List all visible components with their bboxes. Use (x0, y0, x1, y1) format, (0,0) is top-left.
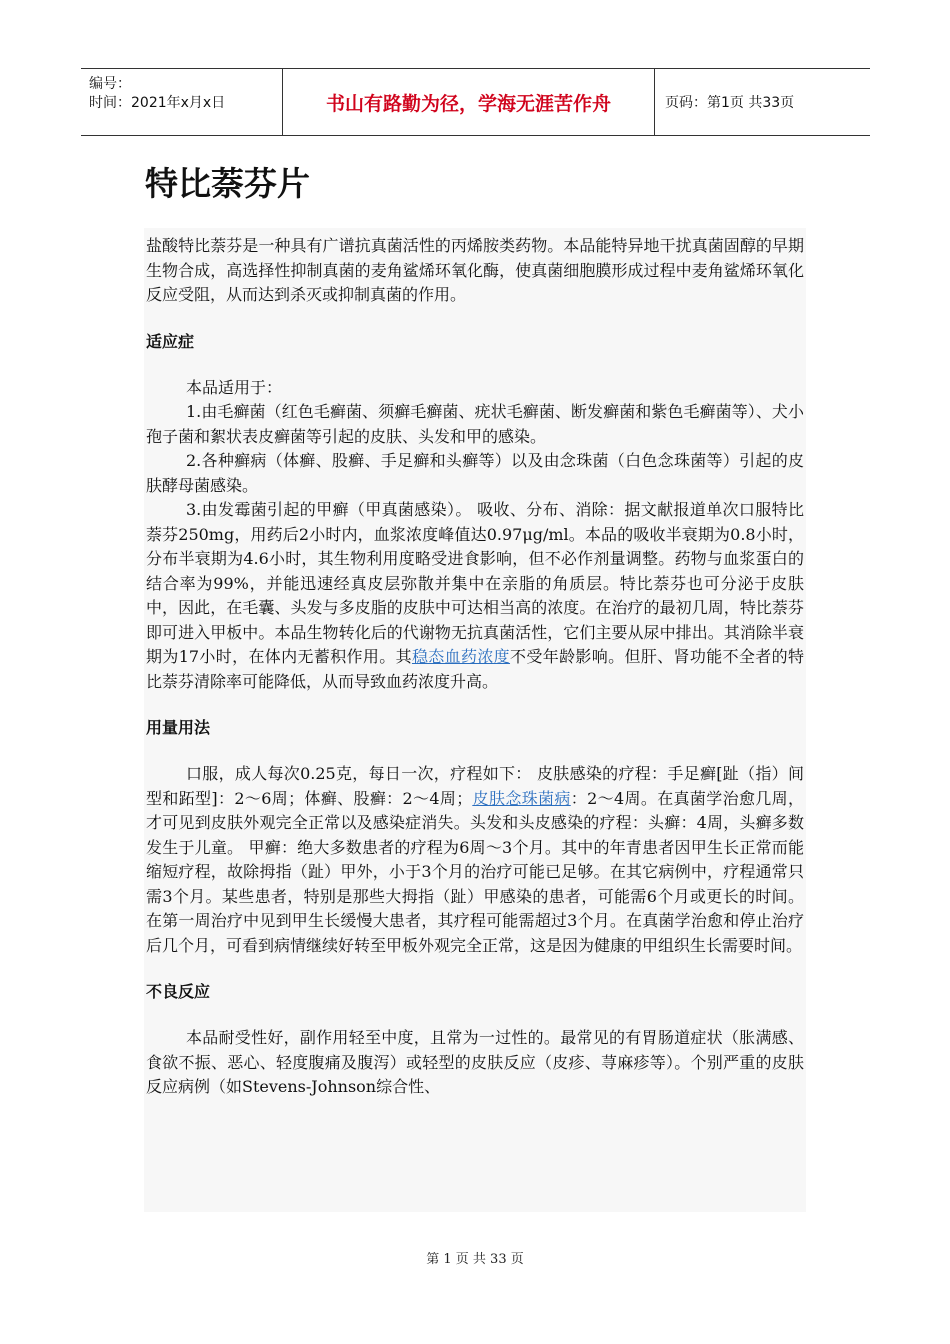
indications-paragraph-3: 2.各种癣病（体癣、股癣、手足癣和头癣等）以及由念珠菌（白色念珠菌等）引起的皮肤酵母菌感染。 (146, 451, 804, 495)
section-heading-adverse: 不良反应 (146, 982, 211, 1001)
indications-text-before-link: 3.由发霉菌引起的甲癣（甲真菌感染）。 吸收、分布、消除：据文献报道单次口服特比萘芬250mg，用药后2小时内，血浆浓度峰值达0.97μg/ml。本品的吸收半衰期为0.8小时，分布半衰期为4.6小时，其生物利用度略受进食影响，但不必作剂量调整。药物与血浆蛋白的结合率为99%，并能迅速经真皮层弥散并集中在亲脂的角质层。特比萘芬也可分泌于皮肤中，因此，在毛囊、头发与多皮脂的皮肤中可达相当高的浓度。在治疗的最初几周，特比萘芬即可进入甲板中。本品生物转化后的代谢物无抗真菌活性，它们主要从尿中排出。其消除半衰期为17小时，在体内无蓄积作用。其 (146, 500, 804, 666)
document-number: 编号： (89, 76, 131, 92)
dosage-text-after-link: ：2～4周。在真菌学治愈几周，才可见到皮肤外观完全正常以及感染症消失。头发和头皮感染的疗程：头癣：4周，头癣多数发生于儿童。 甲癣：绝大多数患者的疗程为6周～3个月。其中的年青患者因甲生长正常而能缩短疗程，故除拇指（趾）甲外，小于3个月的治疗可能已足够。在其它病例中，疗程通常只需3个月。某些患者，特别是那些大拇指（趾）甲感染的患者，可能需6个月或更长的时间。在第一周治疗中见到甲生长缓慢大患者，其疗程可能需超过3个月。在真菌学治愈和停止治疗后几个月，可看到病情继续好转至甲板外观完全正常，这是因为健康的甲组织生长需要时间。 (146, 788, 804, 955)
cutaneous-candidiasis-link[interactable]: 皮肤念珠菌病 (472, 788, 571, 808)
section-heading-dosage: 用量用法 (146, 718, 211, 737)
document-body (144, 228, 806, 1212)
dosage-text-before-link: 口服，成人每次0.25克，每日一次，疗程如下： 皮肤感染的疗程：手足癣[趾（指）间型和跖型]：2～6周；体癣、股癣：2～4周； (146, 764, 804, 808)
document-time: 时间：2021年x月x日 (89, 95, 226, 111)
indications-paragraph-1: 本品适用于： (186, 377, 283, 397)
indications-paragraph-2: 1.由毛癣菌（红色毛癣菌、须癣毛癣菌、疣状毛癣菌、断发癣菌和紫色毛癣菌等）、犬小孢子菌和絮状表皮癣菌等引起的皮肤、头发和甲的感染。 (146, 402, 804, 446)
header-page-info: 页码：第1页 共33页 (665, 95, 795, 111)
page-footer: 第 1 页 共 33 页 (426, 1252, 524, 1267)
header-motto: 书山有路勤为径，学海无涯苦作舟 (283, 69, 655, 135)
header-meta (81, 69, 283, 135)
indications-paragraph-4 (146, 498, 804, 694)
steady-state-concentration-link[interactable]: 稳态血药浓度 (411, 647, 511, 666)
intro-paragraph: 盐酸特比萘芬是一种具有广谱抗真菌活性的丙烯胺类药物。本品能特异地干扰真菌固醇的早期生物合成，高选择性抑制真菌的麦角鲨烯环氧化酶，使真菌细胞膜形成过程中麦角鲨烯环氧化反应受阻，从而达到杀灭或抑制真菌的作用。 (146, 236, 804, 304)
section-heading-indications: 适应症 (146, 331, 195, 351)
page-header (81, 68, 870, 136)
indications-text-after-link: 不受年龄影响。但肝、肾功能不全者的特比萘芬清除率可能降低，从而导致血药浓度升高。 (146, 647, 804, 691)
adverse-paragraph: 本品耐受性好，副作用轻至中度，且常为一过性的。最常见的有胃肠道症状（胀满感、食欲不振、恶心、轻度腹痛及腹泻）或轻型的皮肤反应（皮疹、荨麻疹等）。个别严重的皮肤反应病例（如Stevens-Johnson综合性、 (146, 1028, 804, 1096)
document-title: 特比萘芬片 (145, 164, 310, 203)
dosage-paragraph (146, 762, 804, 958)
